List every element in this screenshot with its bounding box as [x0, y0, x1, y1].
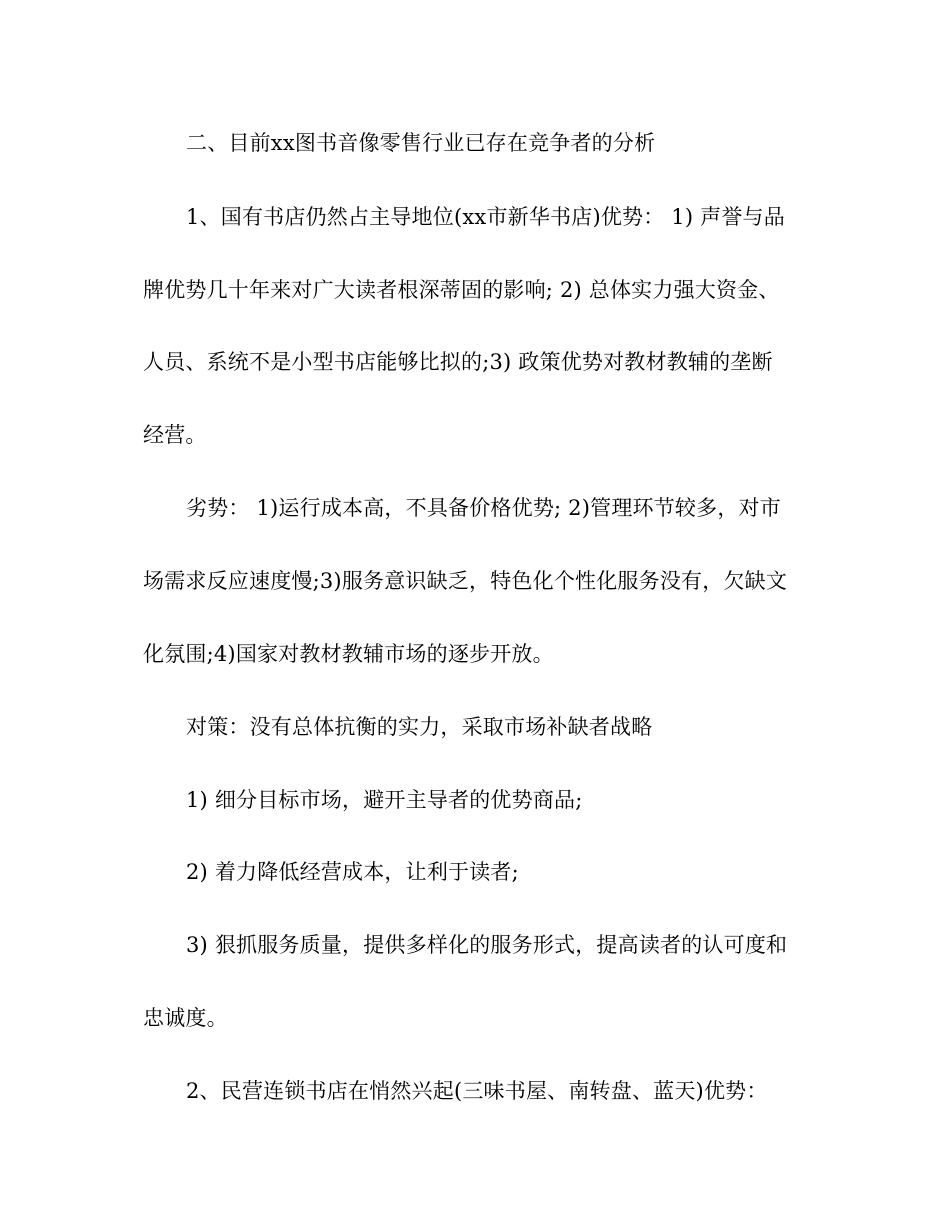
- paragraph-line: 经营。: [143, 423, 207, 447]
- paragraph-line: 场需求反应速度慢;3)服务意识缺乏，特色化个性化服务没有，欠缺文: [143, 569, 788, 593]
- paragraph-line: 化氛围;4)国家对教材教辅市场的逐步开放。: [143, 642, 554, 666]
- paragraph-line: 忠诚度。: [143, 1006, 228, 1030]
- paragraph-line: 1、国有书店仍然占主导地位(xx市新华书店)优势： 1) 声誉与品: [186, 205, 785, 229]
- list-item: 2) 着力降低经营成本，让利于读者;: [186, 860, 519, 884]
- section-heading: 二、目前xx图书音像零售行业已存在竞争者的分析: [186, 131, 656, 155]
- paragraph-line: 人员、系统不是小型书店能够比拟的;3) 政策优势对教材教辅的垄断: [143, 350, 773, 374]
- paragraph-line: 2、民营连锁书店在悄然兴起(三味书屋、南转盘、蓝天)优势：: [186, 1079, 768, 1103]
- list-item: 1) 细分目标市场，避开主导者的优势商品;: [186, 788, 583, 812]
- paragraph-line: 对策：没有总体抗衡的实力，采取市场补缺者战略: [186, 715, 653, 739]
- paragraph-line: 牌优势几十年来对广大读者根深蒂固的影响; 2) 总体实力强大资金、: [143, 278, 780, 302]
- list-item: 3) 狠抓服务质量，提供多样化的服务形式，提高读者的认可度和: [186, 933, 788, 957]
- paragraph-line: 劣势： 1)运行成本高，不具备价格优势; 2)管理环节较多，对市: [186, 496, 781, 520]
